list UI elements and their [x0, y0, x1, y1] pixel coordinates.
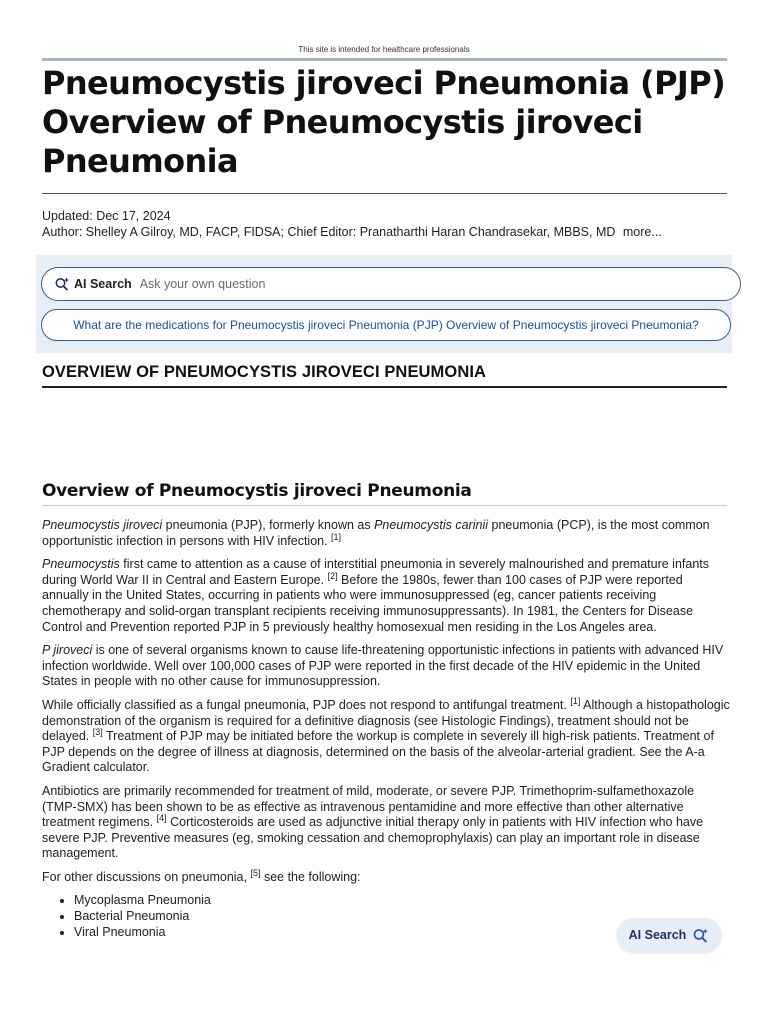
reference-link[interactable]: [3]: [92, 726, 103, 737]
ai-search-fab-label: AI Search: [628, 928, 687, 942]
list-item[interactable]: • Mycoplasma Pneumonia: [74, 893, 732, 909]
list-item[interactable]: • Viral Pneumonia: [74, 925, 732, 941]
reference-link[interactable]: [5]: [250, 867, 261, 878]
ai-question-input[interactable]: [140, 277, 740, 291]
healthcare-disclaimer: This site is intended for healthcare professionals: [298, 45, 470, 54]
sparkle-search-icon: [692, 927, 709, 944]
ai-search-label: AI Search: [74, 277, 132, 291]
author-text: Author: Shelley A Gilroy, MD, FACP, FIDSA; Chief Editor: Pranatharthi Haran Chandrasekar, MBBS, MD: [42, 225, 616, 239]
updated-date: Updated: Dec 17, 2024: [42, 209, 171, 223]
reference-link[interactable]: [4]: [156, 812, 167, 823]
reference-link[interactable]: [1]: [331, 531, 342, 542]
author-line: [42, 224, 732, 240]
more-authors-link[interactable]: more...: [622, 225, 662, 239]
reference-link[interactable]: [1]: [570, 695, 581, 706]
sparkle-search-icon: [54, 276, 70, 292]
article-subheading: Overview of Pneumocystis jiroveci Pneumonia: [42, 481, 472, 501]
ai-search-bar[interactable]: [41, 267, 741, 301]
section-divider: [42, 386, 727, 388]
page-title: Pneumocystis jiroveci Pneumonia (PJP) Overview of Pneumocystis jiroveci Pneumonia: [42, 64, 726, 180]
list-item[interactable]: • Bacterial Pneumonia: [74, 909, 732, 925]
paragraph-1: Pneumocystis jiroveci pneumonia (PJP), formerly known as Pneumocystis carinii pneumonia (PCP), is the most common opportunistic infection in persons with HIV infection. [1]: [42, 518, 710, 548]
paragraph-5: Antibiotics are primarily recommended for treatment of mild, moderate, or severe PJP. Trimethoprim-sulfamethoxazole (TMP-SMX) has been shown to be as effective as intravenous pentamidine and more effective than other alternative treatment regimens. [4] Corticosteroids are used as adjunctive initial therapy only in patients with HIV infection who have severe PJP. Preventive measures (eg, smoking cessation and chemoprophylaxis) can play an important role in disease management.: [42, 783, 704, 861]
paragraph-3: P jiroveci is one of several organisms known to cause life-threatening opportunistic infections in patients with advanced HIV infection worldwide. Well over 100,000 cases of PJP were reported in the first decade of the HIV epidemic in the United States in people with no other cause for immunosuppression.: [42, 643, 724, 689]
article-body: [42, 518, 732, 940]
header-divider: [42, 58, 727, 61]
article-meta: [42, 208, 732, 240]
reference-link[interactable]: [2]: [327, 570, 338, 581]
title-divider: [42, 193, 727, 194]
paragraph-6: For other discussions on pneumonia, [5] see the following:: [42, 867, 361, 884]
section-heading: OVERVIEW OF PNEUMOCYSTIS JIROVECI PNEUMONIA: [42, 363, 487, 381]
ai-search-floating-button[interactable]: [617, 918, 721, 952]
subheading-divider: [42, 505, 727, 506]
paragraph-2: Pneumocystis first came to attention as a cause of interstitial pneumonia in severely malnourished and premature infants during World War II in Central and Eastern Europe. [2] Before the 1980s, fewer than 100 cases of PJP were reported annually in the United States, occurring in patients who were immunosuppressed (eg, cancer patients receiving chemotherapy and solid-organ transplant recipients receiving immunosuppressants). In 1981, the Centers for Disease Control and Prevention reported PJP in 5 previously healthy homosexual men residing in the Los Angeles area.: [42, 557, 710, 634]
suggested-question-button[interactable]: What are the medications for Pneumocystis jiroveci Pneumonia (PJP) Overview of Pneumocystis jiroveci Pneumonia?: [41, 309, 731, 341]
paragraph-4: While officially classified as a fungal pneumonia, PJP does not respond to antifungal treatment. [1] Although a histopathologic demonstration of the organism is required for a definitive diagnosis (see Histologic Findings), treatment should not be delayed. [3] Treatment of PJP may be initiated before the workup is complete in severely ill high-risk patients. Treatment of PJP depends on the degree of illness at diagnosis, determined on the basis of the alveolar-arterial gradient. See the A-a Gradient calculator.: [42, 695, 730, 775]
